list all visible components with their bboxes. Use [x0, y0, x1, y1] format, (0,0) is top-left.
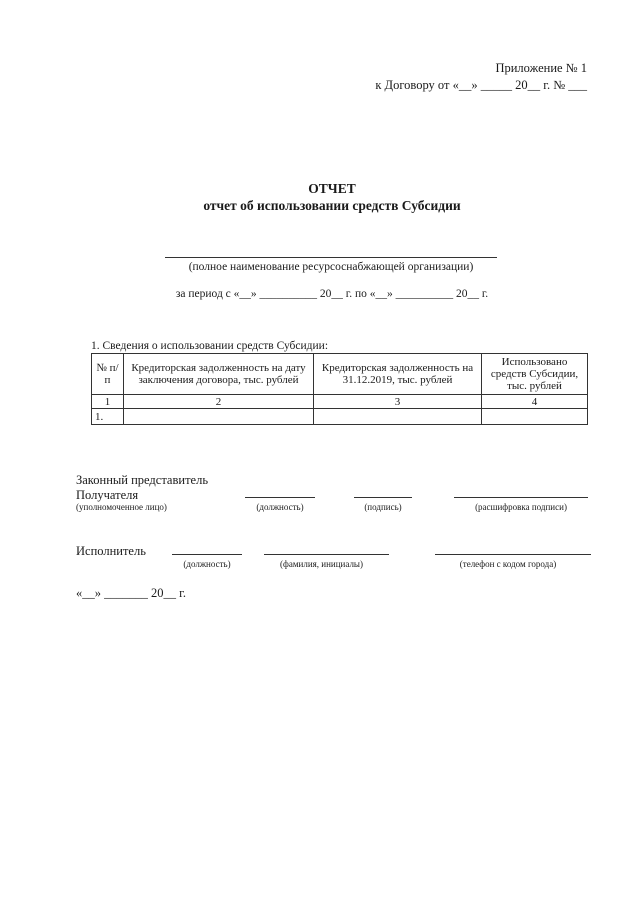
report-title: ОТЧЕТ	[308, 181, 356, 196]
executor-phone-caption: (телефон с кодом города)	[459, 559, 557, 569]
signature-transcript-caption: (расшифровка подписи)	[475, 502, 567, 512]
representative-label: Законный представитель	[76, 473, 209, 487]
executor-name-caption: (фамилия, инициалы)	[280, 559, 363, 569]
organization-name-line	[165, 257, 497, 258]
column-number-cell: 1	[92, 395, 124, 409]
executor-phone-line	[435, 554, 591, 555]
table-cell	[314, 409, 482, 425]
report-subtitle: отчет об использовании средств Субсидии	[203, 198, 461, 213]
annex-label: Приложение № 1	[495, 61, 587, 75]
recipient-label: Получателя	[76, 488, 139, 502]
executor-position-line	[172, 554, 242, 555]
table-row	[92, 409, 588, 425]
header-cell: Использовано средств Субсидии, тыс. рублей	[482, 354, 588, 395]
signature-line	[354, 497, 412, 498]
position-signature-line	[245, 497, 315, 498]
period-line: за период с «__» __________ 20__ г. по «__» __________ 20__ г.	[175, 288, 489, 300]
contract-reference: к Договору от «__» _____ 20__ г. № ___	[375, 78, 587, 92]
position-caption: (должность)	[256, 502, 304, 512]
executor-position-caption: (должность)	[183, 559, 231, 569]
column-number-cell: 3	[314, 395, 482, 409]
column-number-cell: 2	[124, 395, 314, 409]
signature-transcript-line	[454, 497, 588, 498]
executor-label: Исполнитель	[76, 544, 146, 558]
header-cell: № п/п	[92, 354, 124, 395]
column-number-cell: 4	[482, 395, 588, 409]
date-line: «__» _______ 20__ г.	[76, 586, 186, 600]
table-cell	[482, 409, 588, 425]
table-cell	[124, 409, 314, 425]
section-title: 1. Сведения о использовании средств Субсидии:	[91, 340, 329, 352]
column-number-row	[92, 395, 588, 409]
organization-caption: (полное наименование ресурсоснабжающей организации)	[188, 261, 474, 273]
header-cell: Кредиторская задолженность на 31.12.2019, тыс. рублей	[314, 354, 482, 395]
signature-caption: (подпись)	[364, 502, 402, 512]
executor-name-line	[264, 554, 389, 555]
table-cell: 1.	[92, 409, 124, 425]
subsidy-usage-table	[91, 353, 588, 425]
table-header-row	[92, 354, 588, 395]
header-cell: Кредиторская задолженность на дату заключения договора, тыс. рублей	[124, 354, 314, 395]
authorized-person-caption: (уполномоченное лицо)	[76, 502, 167, 512]
